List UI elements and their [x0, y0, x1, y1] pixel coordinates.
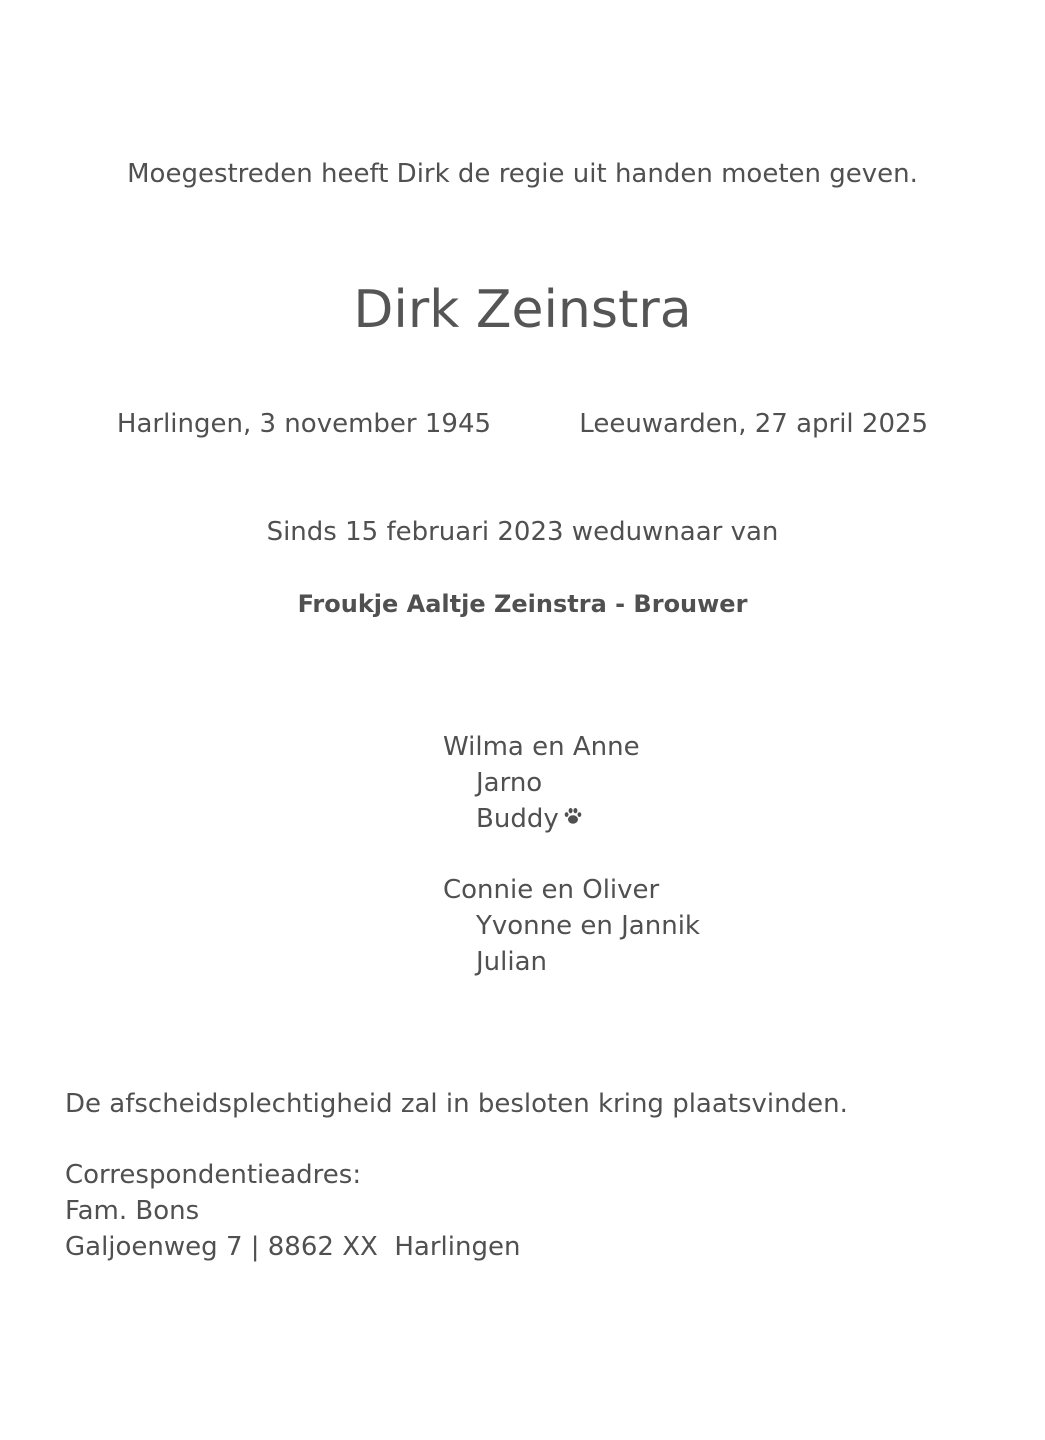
- correspondence-name: Fam. Bons: [65, 1196, 200, 1226]
- family-group: [443, 729, 700, 837]
- ceremony-note: De afscheidsplechtigheid zal in besloten kring plaatsvinden.: [65, 1089, 848, 1119]
- intro-text: Moegestreden heeft Dirk de regie uit handen moeten geven.: [127, 159, 918, 189]
- family-child: Yvonne en Jannik: [476, 911, 700, 941]
- birth-place-date: Harlingen, 3 november 1945: [116, 409, 492, 439]
- death-place-date: Leeuwarden, 27 april 2025: [579, 409, 929, 439]
- family-child: Julian: [476, 947, 548, 977]
- family-list: [443, 729, 700, 1015]
- family-child: Buddy: [476, 804, 559, 834]
- family-parents: Wilma en Anne: [443, 732, 640, 762]
- widower-line: Sinds 15 februari 2023 weduwnaar van: [266, 517, 779, 547]
- family-child: Jarno: [476, 768, 543, 798]
- closing-section: [65, 1086, 848, 1265]
- correspondence-label: Correspondentieadres:: [65, 1160, 362, 1190]
- family-parents: Connie en Oliver: [443, 875, 660, 905]
- deceased-name: Dirk Zeinstra: [353, 280, 692, 340]
- family-pet: [443, 801, 700, 837]
- correspondence-address: Galjoenweg 7 | 8862 XX Harlingen: [65, 1232, 521, 1262]
- family-group: [443, 872, 700, 980]
- paw-icon: [563, 800, 583, 836]
- spouse-name: Froukje Aaltje Zeinstra - Brouwer: [297, 590, 748, 618]
- life-dates: [0, 406, 1045, 442]
